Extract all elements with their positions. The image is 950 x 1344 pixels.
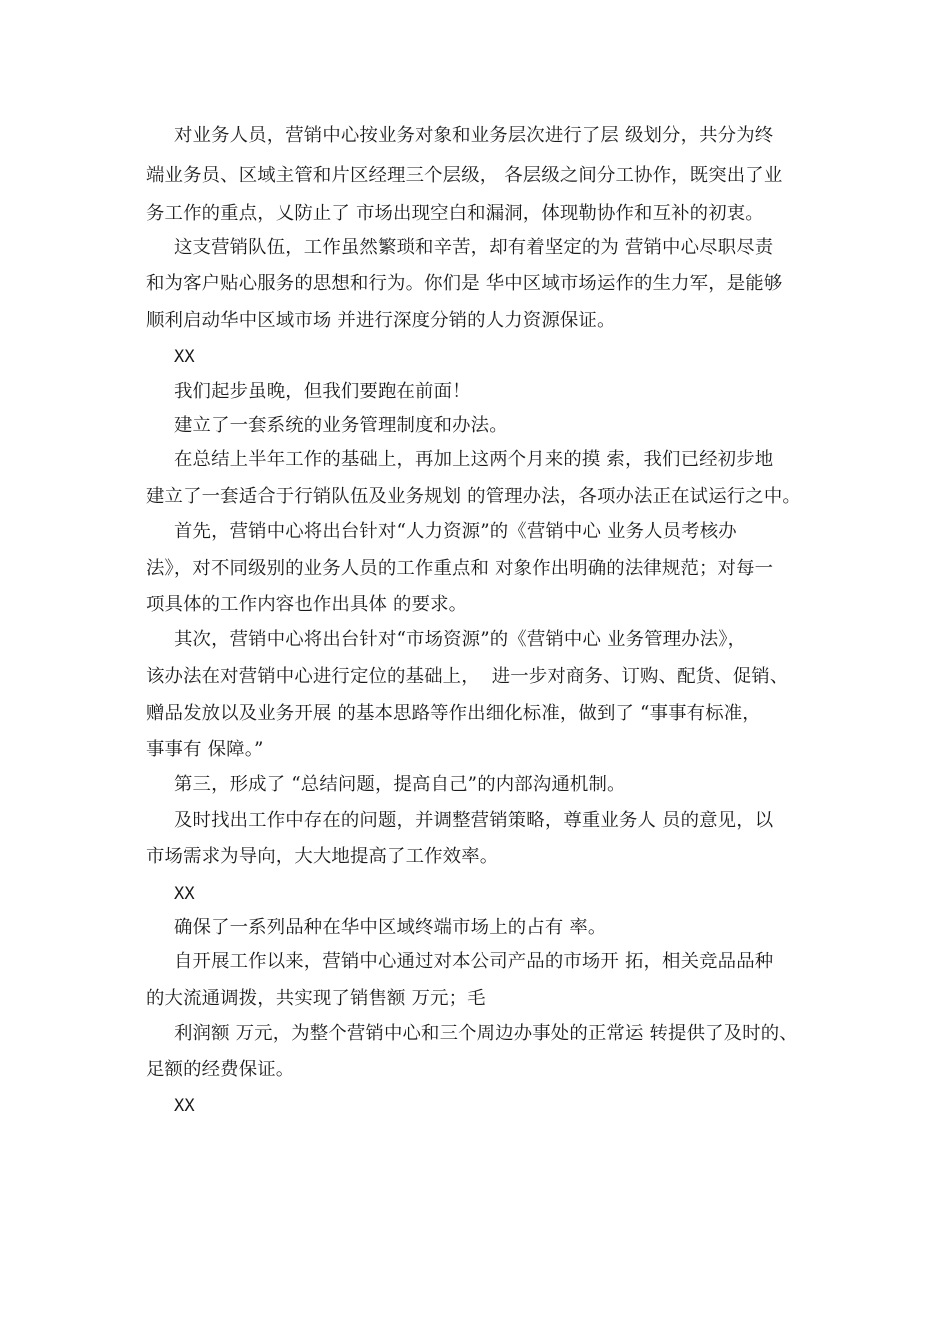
text-line: 建立了一套系统的业务管理制度和办法。 <box>174 415 508 436</box>
text-line: 顺利启动华中区域市场 并进行深度分销的人力资源保证。 <box>146 310 616 331</box>
section-marker: XX <box>174 884 195 904</box>
text-line: 端业务员、区域主管和片区经理三个层级， 各层级之间分工协作，既突出了业 <box>146 165 783 186</box>
text-line: 务工作的重点，乂防止了 市场出现空白和漏洞，体现勒协作和互补的初衷。 <box>146 203 764 224</box>
text-line: 该办法在对营销中心进行定位的基础上， 进一步对商务、订购、配货、促销、 <box>146 666 789 687</box>
text-line: 建立了一套适合于行销队伍及业务规划 的管理办法，各项办法正在试运行之中。 <box>146 486 801 507</box>
text-line: 的大流通调拨，共实现了销售额 万元；毛 <box>146 988 486 1009</box>
text-line: 这支营销队伍，工作虽然繁琐和辛苦，却有着坚定的为 营销中心尽职尽责 <box>174 237 774 258</box>
text-line: 及时找出工作中存在的问题，并调整营销策略，尊重业务人 员的意见，以 <box>174 810 774 831</box>
text-line: 对业务人员，营销中心按业务对象和业务层次进行了层 级划分，共分为终 <box>174 125 774 146</box>
text-line: 第三，形成了 “总结问题，提高自己”的内部沟通机制。 <box>174 774 626 795</box>
section-marker: XX <box>174 1096 195 1116</box>
text-line: 自开展工作以来，营销中心通过对本公司产品的市场开 拓，相关竞品品种 <box>174 951 774 972</box>
text-line: 和为客户贴心服务的思想和行为。你们是 华中区域市场运作的生力军，是能够 <box>146 273 783 294</box>
text-line: 其次，营销中心将出台针对“市场资源”的《营销中心 业务管理办法》， <box>174 629 747 650</box>
text-line: 利润额 万元，为整个营销中心和三个周边办事处的正常运 转提供了及时的、 <box>174 1023 798 1044</box>
text-line: 赠品发放以及业务开展 的基本思路等作出细化标准，做到了 “事事有标准， <box>146 703 761 724</box>
text-line: 法》，对不同级别的业务人员的工作重点和 对象作出明确的法律规范；对每一 <box>146 558 774 579</box>
text-line: 足额的经费保证。 <box>146 1059 295 1080</box>
text-line: 在总结上半年工作的基础上，再加上这两个月来的摸 索，我们已经初步地 <box>174 449 774 470</box>
text-line: 我们起步虽晚，但我们要跑在前面！ <box>174 381 471 402</box>
text-line: 事事有 保障。” <box>146 739 264 760</box>
text-line: 确保了一系列品种在华中区域终端市场上的占有 率。 <box>174 917 607 938</box>
text-line: 项具体的工作内容也作出具体 的要求。 <box>146 594 468 615</box>
text-line: 市场需求为导向，大大地提高了工作效率。 <box>146 846 499 867</box>
text-line: 首先，营销中心将出台针对“人力资源”的《营销中心 业务人员考核办 <box>174 521 737 542</box>
section-marker: XX <box>174 347 195 367</box>
